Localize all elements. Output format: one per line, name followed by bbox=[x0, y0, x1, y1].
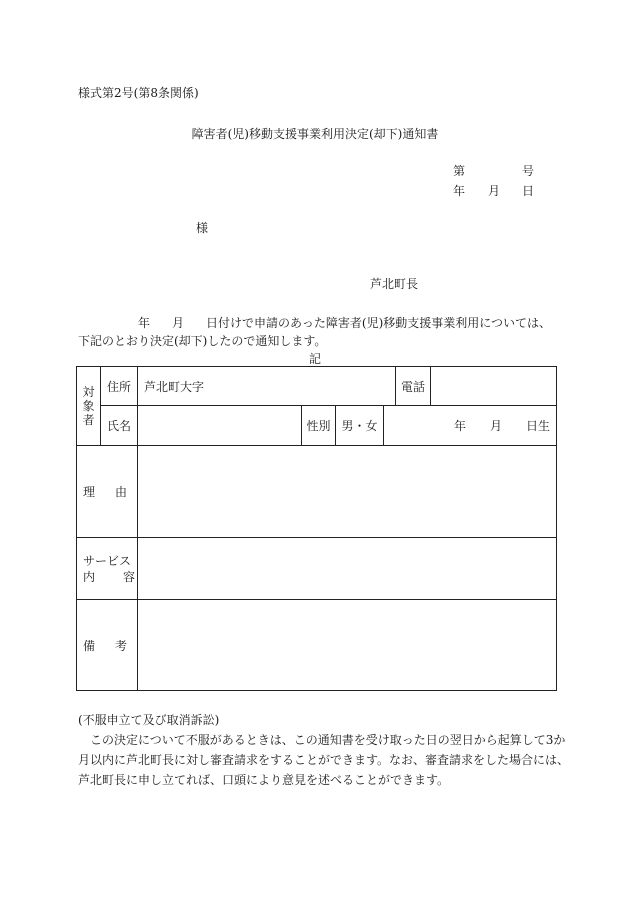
service-label: サービス 内 容 bbox=[77, 538, 138, 600]
name-field[interactable] bbox=[138, 406, 302, 446]
remarks-label: 備 考 bbox=[77, 600, 138, 691]
address-row bbox=[77, 367, 557, 406]
body-year: 年 bbox=[138, 316, 151, 330]
body-line-1 bbox=[78, 314, 551, 331]
doc-number-suffix: 号 bbox=[522, 164, 535, 178]
reason-label: 理 由 bbox=[77, 446, 138, 538]
gender-label: 性別 bbox=[302, 406, 336, 446]
gender-options[interactable]: 男・女 bbox=[336, 406, 384, 446]
service-field[interactable] bbox=[138, 538, 557, 600]
notes-line-2: 月以内に芦北町長に対し審査請求をすることができます。なお、審査請求をした場合には、 bbox=[78, 753, 570, 767]
notes-line-1: この決定について不服があるときは、この通知書を受け取った日の翌日から起算して3か bbox=[90, 733, 566, 747]
notes-line-3: 芦北町長に申し立てれば、口頭により意見を述べることができます。 bbox=[78, 773, 450, 787]
body-line-1-text: 日付けで申請のあった障害者(児)移動支援事業利用については、 bbox=[206, 316, 552, 330]
birth-day: 日生 bbox=[526, 419, 551, 433]
reason-row bbox=[77, 446, 557, 538]
phone-label: 電話 bbox=[396, 367, 431, 406]
subject-label: 対 象 者 bbox=[77, 367, 101, 446]
issue-date-year: 年 bbox=[453, 184, 466, 198]
issue-date-day: 日 bbox=[522, 184, 535, 198]
name-label: 氏名 bbox=[101, 406, 138, 446]
issuer-name: 芦北町長 bbox=[370, 277, 419, 291]
birth-date-field[interactable] bbox=[384, 406, 557, 446]
addressee-suffix: 様 bbox=[196, 221, 209, 235]
details-table bbox=[76, 366, 557, 691]
document-title: 障害者(児)移動支援事業利用決定(却下)通知書 bbox=[191, 127, 439, 141]
body-line-2: 下記のとおり決定(却下)したので通知します。 bbox=[78, 334, 327, 348]
address-field[interactable]: 芦北町大字 bbox=[138, 367, 396, 406]
address-label: 住所 bbox=[101, 367, 138, 406]
birth-month: 月 bbox=[489, 419, 502, 433]
birth-year: 年 bbox=[453, 419, 466, 433]
remarks-field[interactable] bbox=[138, 600, 557, 691]
notes-heading: (不服申立て及び取消訴訟) bbox=[78, 713, 220, 727]
body-month: 月 bbox=[172, 316, 185, 330]
doc-number-prefix: 第 bbox=[453, 164, 466, 178]
name-row bbox=[77, 406, 557, 446]
phone-field[interactable] bbox=[431, 367, 557, 406]
ki-heading: 記 bbox=[308, 352, 321, 366]
remarks-row bbox=[77, 600, 557, 691]
reason-field[interactable] bbox=[138, 446, 557, 538]
service-row bbox=[77, 538, 557, 600]
issue-date-month: 月 bbox=[488, 184, 501, 198]
form-number: 様式第2号(第8条関係) bbox=[78, 86, 199, 100]
